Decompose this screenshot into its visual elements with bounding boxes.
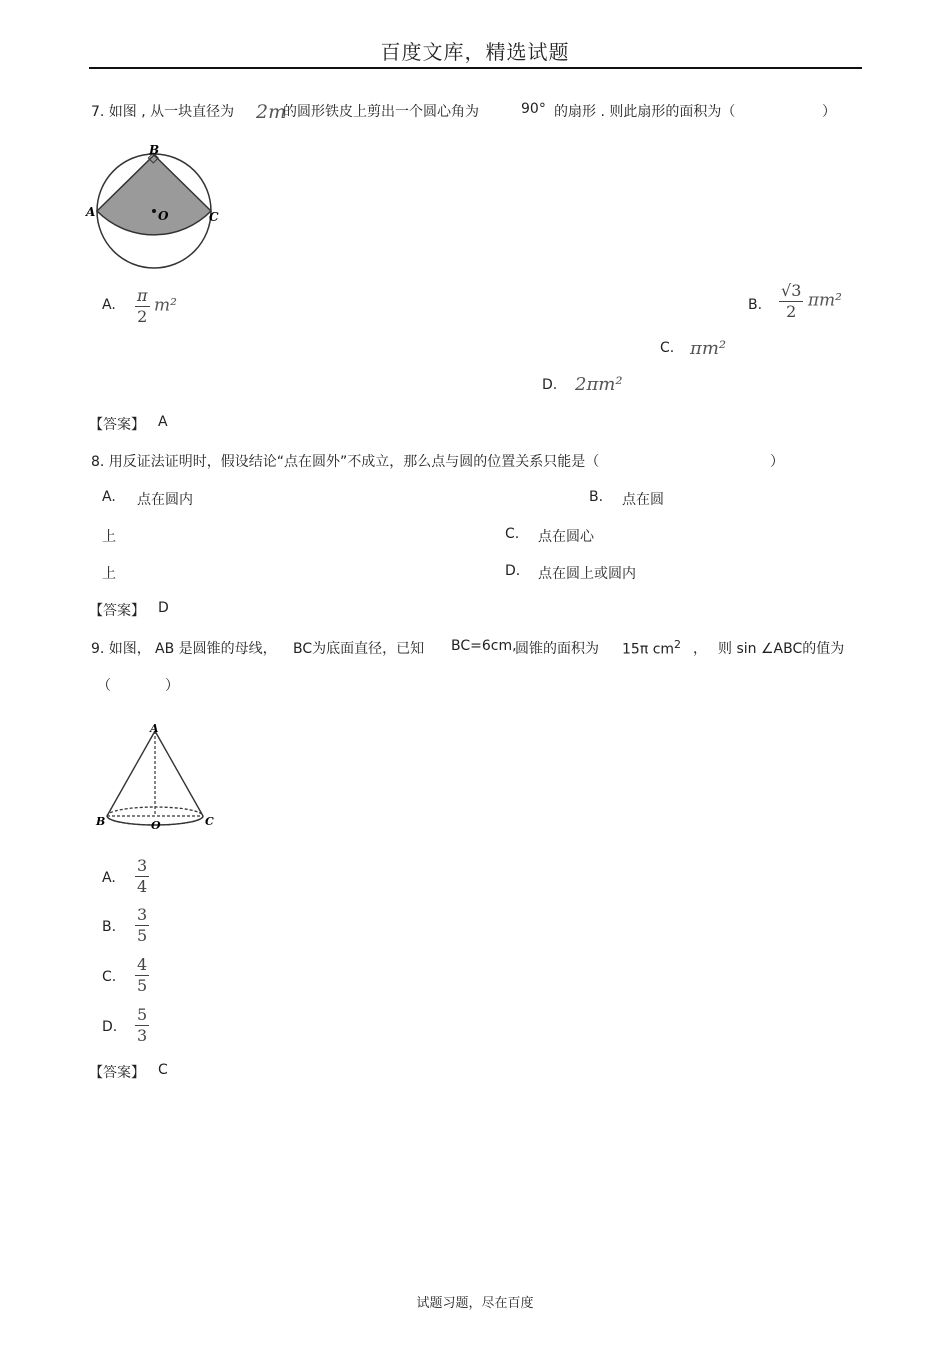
q7-stem-close-paren: ） — [822, 104, 836, 120]
q7-option-b-fraction — [779, 283, 803, 320]
q8-option-d-label: D. — [505, 563, 521, 579]
q8-option-b-label: B. — [589, 489, 604, 505]
q9-generatrix-ac — [155, 731, 203, 816]
q9-option-c-den: 5 — [137, 976, 148, 995]
q8-stem-close-paren: ） — [770, 454, 784, 470]
q8-option-b-continued: 上 — [102, 529, 116, 545]
q9-label-o: O — [151, 819, 161, 832]
q7-option-b-label: B. — [748, 297, 763, 313]
q9-stem-close-paren: ） — [165, 678, 179, 694]
q9-option-d-label: D. — [102, 1019, 118, 1035]
q9-answer-label: 【答案】 — [89, 1065, 145, 1081]
q7-option-a-label: A. — [102, 297, 116, 313]
q9-option-c-num: 4 — [137, 955, 148, 974]
q8-option-c-continued: 上 — [102, 566, 116, 582]
q7-center-dot — [152, 209, 156, 213]
page-footer: 试题习题，尽在百度 — [416, 1296, 534, 1311]
q7-option-d-label: D. — [542, 377, 558, 393]
q8-option-b-text: 点在圆 — [622, 492, 664, 508]
q9-cone-figure — [92, 722, 222, 837]
q7-option-a-expr — [135, 288, 177, 325]
q9-stem-part6: 则 sin ∠ABC的值为 — [718, 641, 845, 657]
q9-stem-part2: AB 是圆锥的母线， — [155, 641, 277, 657]
q7-option-b-num: √3 — [781, 281, 802, 300]
q9-option-b-label: B. — [102, 919, 117, 935]
q9-option-b-den: 5 — [137, 926, 148, 945]
q7-stem-part1: 7. 如图 , 从一块直径为 — [91, 104, 235, 120]
q7-sector-figure — [85, 140, 225, 275]
q9-option-a-fraction — [135, 858, 149, 895]
q9-label-c: C — [205, 815, 214, 828]
q9-stem-part1: 9. 如图， — [91, 641, 151, 657]
q7-option-d-expr: 2πm² — [575, 374, 623, 395]
q9-option-d-num: 5 — [137, 1005, 148, 1024]
q8-option-c-label: C. — [505, 526, 520, 542]
q9-option-a-den: 4 — [137, 877, 148, 896]
q9-option-b-num: 3 — [137, 905, 148, 924]
q9-answer-value: C — [158, 1062, 168, 1078]
header-divider — [89, 67, 862, 69]
q9-option-a-expr — [135, 858, 149, 895]
q9-option-a-label: A. — [102, 870, 116, 886]
q9-stem-part5: 圆锥的面积为 — [515, 641, 599, 657]
page-header-title: 百度文库，精选试题 — [380, 40, 570, 64]
q7-option-c-expr: πm² — [690, 338, 727, 359]
q9-option-d-den: 3 — [137, 1026, 148, 1045]
q7-stem-diameter: 2m — [256, 101, 287, 123]
q8-option-a-label: A. — [102, 489, 116, 505]
q9-option-b-fraction — [135, 907, 149, 944]
q7-label-o: O — [158, 209, 169, 223]
q7-label-a: A — [86, 205, 96, 219]
q7-stem-part3: 的扇形 . 则此扇形的面积为（ — [554, 104, 736, 120]
q9-stem-area — [622, 638, 681, 658]
q7-option-b-den: 2 — [786, 302, 797, 321]
q7-answer-label: 【答案】 — [89, 417, 145, 433]
q7-option-a-tail: m² — [153, 295, 177, 316]
q9-generatrix-ab — [107, 731, 155, 816]
q7-stem-part2: 的圆形铁皮上剪出一个圆心角为 — [283, 104, 479, 120]
q9-stem-comma: ， — [693, 641, 707, 657]
q9-label-b: B — [96, 815, 106, 828]
q9-label-a: A — [150, 722, 159, 735]
q7-label-c: C — [209, 210, 219, 224]
q8-option-a-text: 点在圆内 — [137, 492, 193, 508]
q9-option-d-fraction — [135, 1007, 149, 1044]
q9-stem-area-value: 15π cm — [622, 641, 675, 658]
q7-label-b: B — [149, 143, 160, 157]
q8-answer-value: D — [158, 600, 169, 616]
q8-stem: 8. 用反证法证明时，假设结论“点在圆外”不成立，那么点与圆的位置关系只能是（ — [91, 454, 600, 470]
q8-option-d-text: 点在圆上或圆内 — [538, 566, 636, 582]
q9-option-c-fraction — [135, 957, 149, 994]
q9-stem-part4: BC=6cm, — [451, 638, 517, 654]
q9-option-c-expr — [135, 957, 149, 994]
q7-option-a-num: π — [137, 286, 148, 305]
q9-option-a-num: 3 — [137, 856, 148, 875]
q7-shaded-sector — [97, 155, 211, 235]
q7-option-b-expr — [779, 283, 842, 320]
q7-option-c-label: C. — [660, 340, 675, 356]
q8-answer-label: 【答案】 — [89, 603, 145, 619]
q7-option-a-den: 2 — [137, 307, 148, 326]
q9-stem-part3: BC为底面直径，已知 — [293, 641, 425, 657]
q9-stem-area-exponent: 2 — [674, 638, 682, 651]
q8-option-c-text: 点在圆心 — [538, 529, 594, 545]
q7-stem-angle: 90° — [521, 101, 546, 117]
q9-option-b-expr — [135, 907, 149, 944]
q9-option-d-expr — [135, 1007, 149, 1044]
q7-option-b-tail: πm² — [807, 290, 842, 311]
q7-option-a-fraction — [135, 288, 150, 325]
q9-option-c-label: C. — [102, 969, 117, 985]
q7-answer-value: A — [158, 414, 168, 430]
q9-stem-open-paren: （ — [97, 678, 111, 694]
